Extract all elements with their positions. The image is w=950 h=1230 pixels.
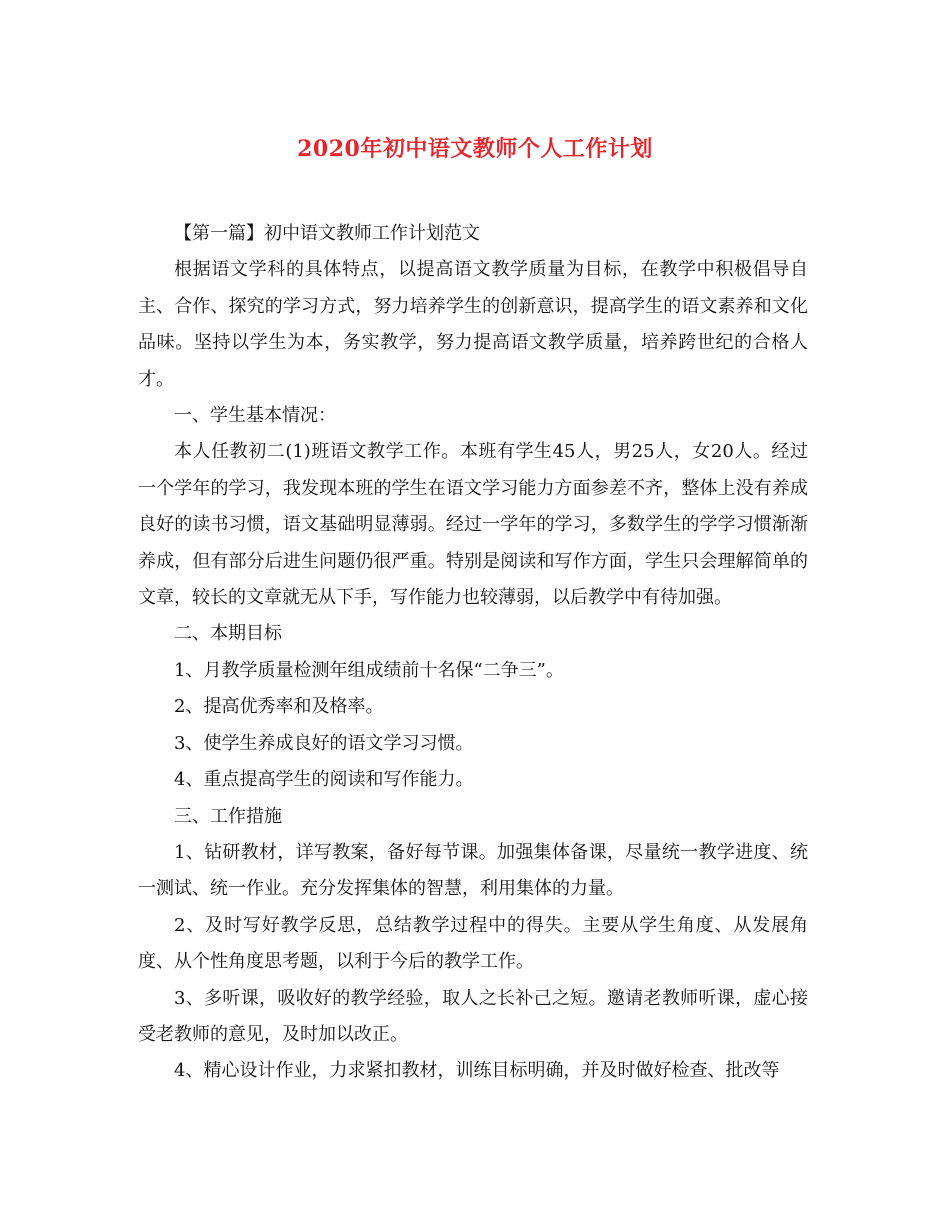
list-item: 3、多听课，吸收好的教学经验，取人之长补己之短。邀请老教师听课，虚心接受老教师的意见，及时加以改正。: [138, 987, 808, 1045]
section-heading: 一、学生基本情况：: [174, 405, 336, 427]
document-title: 2020年初中语文教师个人工作计划: [297, 136, 653, 162]
list-item: 3、使学生养成良好的语文学习习惯。: [174, 732, 474, 754]
document-body: [138, 216, 808, 1090]
body-paragraph: 根据语文学科的具体特点，以提高语文教学质量为目标，在教学中积极倡导自主、合作、探究的学习方式，努力培养学生的创新意识，提高学生的语文素养和文化品味。坚持以学生为本，务实教学，努力提高语文教学质量，培养跨世纪的合格人才。: [138, 259, 808, 390]
list-item: 2、提高优秀率和及格率。: [174, 696, 384, 718]
list-item: 4、精心设计作业，力求紧扣教材，训练目标明确，并及时做好检查、批改等: [174, 1060, 780, 1082]
list-item: 1、钻研教材，详写教案，备好每节课。加强集体备课，尽量统一教学进度、统一测试、统一作业。充分发挥集体的智慧，利用集体的力量。: [138, 841, 808, 900]
list-item: 4、重点提高学生的阅读和写作能力。: [174, 769, 474, 791]
section-heading: 三、工作措施: [174, 805, 282, 827]
body-paragraph: 本人任教初二(1)班语文教学工作。本班有学生45人，男25人，女20人。经过一个学年的学习，我发现本班的学生在语文学习能力方面参差不齐，整体上没有养成良好的读书习惯，语文基础明显薄弱。经过一学年的学习，多数学生的学学习惯渐渐养成，但有部分后进生问题仍很严重。特别是阅读和写作方面，学生只会理解简单的文章，较长的文章就无从下手，写作能力也较薄弱，以后教学中有待加强。: [138, 441, 808, 609]
section-heading: 【第一篇】初中语文教师工作计划范文: [174, 223, 480, 244]
section-heading: 二、本期目标: [174, 623, 282, 645]
list-item: 2、及时写好教学反思，总结教学过程中的得失。主要从学生角度、从发展角度、从个性角度思考题，以利于今后的教学工作。: [138, 914, 808, 973]
list-item: 1、月教学质量检测年组成绩前十名保“二争三”。: [174, 659, 564, 681]
